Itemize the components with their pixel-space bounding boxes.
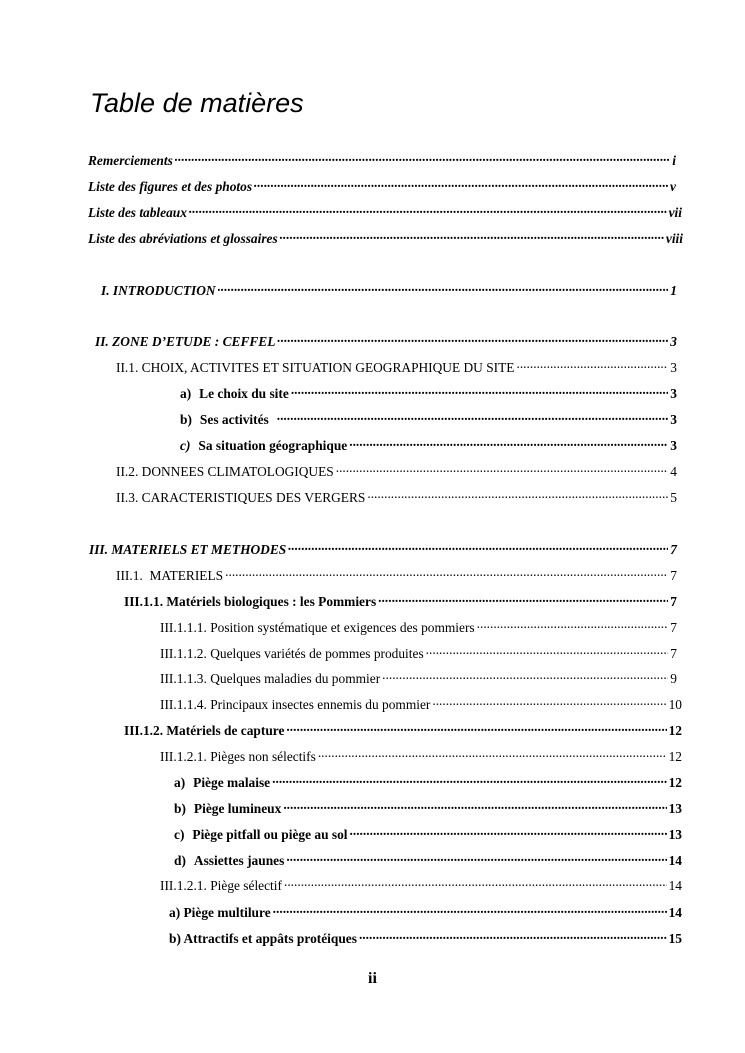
toc-entry-section[interactable]: III.1. MATERIELS ..... 7 (116, 566, 677, 584)
toc-entry-item[interactable]: b) Ses activités ..... 3 (180, 410, 677, 428)
toc-entry-subsubsection[interactable]: III.1.1.1. Position systématique et exigences des pommiers ..... 7 (160, 618, 677, 636)
toc-entry-item[interactable]: a) Piège malaise ..... 12 (174, 773, 682, 791)
toc-entry-subsubsection[interactable]: III.1.2.1. Piège sélectif ..... 14 (160, 876, 682, 894)
toc-entry-subsubsection[interactable]: III.1.1.4. Principaux insectes ennemis du pommier ..... 10 (160, 695, 682, 713)
toc-entry[interactable]: Liste des figures et des photos ..... v (88, 177, 676, 195)
toc-entry-subsection[interactable]: III.1.1. Matériels biologiques : les Pommiers ..... 7 (124, 592, 677, 610)
page-number: ii (368, 970, 377, 987)
toc-entry-item[interactable]: b) Attractifs et appâts protéiques ..... 15 (169, 929, 682, 947)
page-title: Table de matières (90, 88, 304, 118)
toc-entry-section[interactable]: II.3. CARACTERISTIQUES DES VERGERS ..... 5 (116, 488, 677, 506)
toc-entry-section[interactable]: II.2. DONNEES CLIMATOLOGIQUES ..... 4 (116, 462, 677, 480)
toc-entry[interactable]: Liste des abréviations et glossaires ..... viii (88, 229, 683, 247)
toc-entry-item[interactable]: b) Piège lumineux ..... 13 (174, 799, 682, 817)
toc-entry-chapter[interactable]: III. MATERIELS ET METHODES ..... 7 (89, 540, 677, 558)
toc-entry-item[interactable]: a) Le choix du site ..... 3 (180, 384, 677, 402)
toc-entry-item[interactable]: c) Sa situation géographique ..... 3 (180, 436, 677, 454)
toc-entry-item[interactable]: d) Assiettes jaunes ..... 14 (174, 851, 682, 869)
toc-entry-chapter[interactable]: I. INTRODUCTION ..... 1 (101, 281, 677, 299)
toc-entry-subsubsection[interactable]: III.1.2.1. Pièges non sélectifs ..... 12 (160, 747, 682, 765)
toc-entry-item[interactable]: a) Piège multilure ..... 14 (169, 903, 682, 921)
toc-entry-chapter[interactable]: II. ZONE D’ETUDE : CEFFEL ..... 3 (95, 332, 677, 350)
toc-entry-subsubsection[interactable]: III.1.1.2. Quelques variétés de pommes produites ..... 7 (160, 644, 677, 662)
toc-entry-subsection[interactable]: III.1.2. Matériels de capture ..... 12 (124, 721, 682, 739)
toc-entry-section[interactable]: II.1. CHOIX, ACTIVITES ET SITUATION GEOGRAPHIQUE DU SITE ..... 3 (116, 358, 677, 376)
toc-entry[interactable]: Liste des tableaux ..... vii (88, 203, 682, 221)
toc-entry-item[interactable]: c) Piège pitfall ou piège au sol ..... 13 (174, 825, 682, 843)
toc-entry-subsubsection[interactable]: III.1.1.3. Quelques maladies du pommier ..... 9 (160, 669, 677, 687)
toc-entry[interactable]: Remerciements ..... i (88, 151, 676, 169)
